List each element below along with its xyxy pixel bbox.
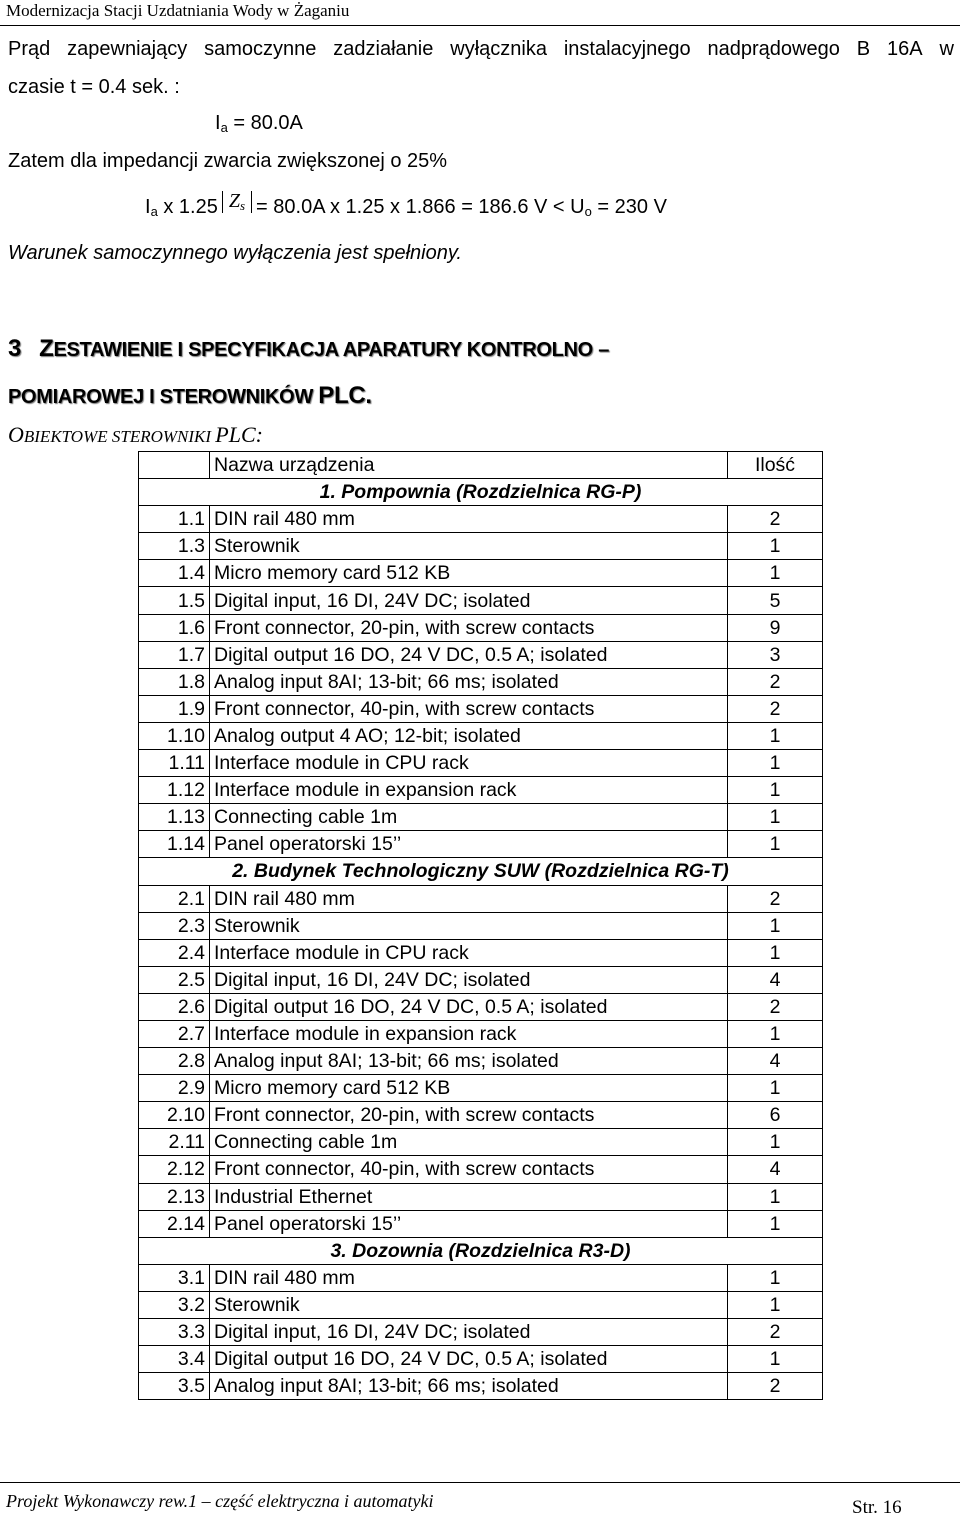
paragraph-word: 16A <box>886 38 923 60</box>
table-row <box>139 560 823 587</box>
item-quantity: 1 <box>728 722 823 749</box>
table-group-row <box>139 858 823 885</box>
item-quantity: 1 <box>728 750 823 777</box>
table-row <box>139 641 823 668</box>
item-quantity: 2 <box>728 993 823 1020</box>
table-row <box>139 614 823 641</box>
item-quantity: 2 <box>728 885 823 912</box>
item-number: 1.12 <box>139 777 210 804</box>
subsection-heading <box>8 422 263 448</box>
item-name: Digital output 16 DO, 24 V DC, 0.5 A; isolated <box>210 993 728 1020</box>
item-quantity: 1 <box>728 533 823 560</box>
table-group-row <box>139 1237 823 1264</box>
item-name: Front connector, 40-pin, with screw contacts <box>210 695 728 722</box>
table-header-row <box>139 452 823 479</box>
item-name: Front connector, 20-pin, with screw contacts <box>210 1102 728 1129</box>
eq2-z-subscript: s <box>239 198 246 213</box>
item-name: Digital input, 16 DI, 24V DC; isolated <box>210 587 728 614</box>
item-name: Sterownik <box>210 533 728 560</box>
item-number: 2.10 <box>139 1102 210 1129</box>
section-number: 3 <box>8 335 22 362</box>
item-name: Panel operatorski 15’’ <box>210 1210 728 1237</box>
table-row <box>139 1156 823 1183</box>
item-number: 3.2 <box>139 1291 210 1318</box>
paragraph-word: zapewniający <box>67 38 188 60</box>
item-name: Connecting cable 1m <box>210 804 728 831</box>
table-row <box>139 993 823 1020</box>
item-quantity: 1 <box>728 560 823 587</box>
paragraph-word: samoczynne <box>204 38 317 60</box>
item-quantity: 6 <box>728 1102 823 1129</box>
item-number: 3.5 <box>139 1373 210 1400</box>
header-qty-cell: Ilość <box>728 452 823 479</box>
section-line1: ESTAWIENIE I SPECYFIKACJA APARATURY KONTROLNO – <box>53 339 610 361</box>
footer-page-number: Str. 16 <box>852 1497 902 1518</box>
item-quantity: 1 <box>728 777 823 804</box>
item-number: 2.13 <box>139 1183 210 1210</box>
item-quantity: 2 <box>728 506 823 533</box>
item-quantity: 1 <box>728 939 823 966</box>
item-quantity: 1 <box>728 1183 823 1210</box>
item-quantity: 2 <box>728 695 823 722</box>
item-number: 2.12 <box>139 1156 210 1183</box>
item-name: Interface module in expansion rack <box>210 777 728 804</box>
table-row <box>139 1291 823 1318</box>
section-cap: Z <box>39 335 54 362</box>
item-quantity: 1 <box>728 804 823 831</box>
item-number: 2.11 <box>139 1129 210 1156</box>
item-quantity: 1 <box>728 1020 823 1047</box>
item-name: Connecting cable 1m <box>210 1129 728 1156</box>
item-quantity: 1 <box>728 1129 823 1156</box>
item-name: Micro memory card 512 KB <box>210 560 728 587</box>
eq2-limit: = 230 V <box>591 196 667 218</box>
paragraph-impedance: Zatem dla impedancji zwarcia zwiększonej o 25% <box>8 150 448 172</box>
table-row <box>139 1048 823 1075</box>
item-quantity: 4 <box>728 1156 823 1183</box>
paragraph-time: czasie t = 0.4 sek. : <box>8 76 180 98</box>
item-quantity: 4 <box>728 966 823 993</box>
page-footer <box>0 1482 960 1518</box>
item-number: 3.4 <box>139 1346 210 1373</box>
table-row <box>139 1129 823 1156</box>
item-name: Front connector, 40-pin, with screw contacts <box>210 1156 728 1183</box>
item-number: 1.1 <box>139 506 210 533</box>
item-number: 1.14 <box>139 831 210 858</box>
paragraph-word: instalacyjnego <box>563 38 691 60</box>
group-title: 3. Dozownia (Rozdzielnica R3-D) <box>139 1237 823 1264</box>
table-row <box>139 966 823 993</box>
equipment-table <box>138 451 823 1400</box>
item-number: 2.7 <box>139 1020 210 1047</box>
item-name: Panel operatorski 15’’ <box>210 831 728 858</box>
section-heading <box>8 326 609 420</box>
subsection-rest: BIEKTOWE STEROWNIKI <box>23 427 216 446</box>
item-quantity: 1 <box>728 1264 823 1291</box>
table-row <box>139 1102 823 1129</box>
header-title: Modernizacja Stacji Uzdatniania Wody w Żaganiu <box>6 1 350 20</box>
item-quantity: 1 <box>728 831 823 858</box>
item-name: Sterownik <box>210 912 728 939</box>
item-number: 1.7 <box>139 641 210 668</box>
item-number: 2.1 <box>139 885 210 912</box>
item-name: Industrial Ethernet <box>210 1183 728 1210</box>
item-number: 1.3 <box>139 533 210 560</box>
eq1-symbol: I <box>215 112 221 134</box>
table-row <box>139 1319 823 1346</box>
equation-ia <box>215 112 303 135</box>
item-number: 1.8 <box>139 668 210 695</box>
table-row <box>139 1264 823 1291</box>
item-number: 1.4 <box>139 560 210 587</box>
paragraph-word: w <box>939 38 954 60</box>
paragraph-word: zadziałanie <box>333 38 434 60</box>
item-name: DIN rail 480 mm <box>210 1264 728 1291</box>
item-name: DIN rail 480 mm <box>210 506 728 533</box>
table-row <box>139 885 823 912</box>
table-row <box>139 1075 823 1102</box>
item-number: 1.11 <box>139 750 210 777</box>
subsection-cap1: O <box>8 422 24 447</box>
eq2-impedance <box>222 191 252 213</box>
eq2-u-subscript: o <box>584 204 592 219</box>
item-quantity: 1 <box>728 912 823 939</box>
equation-check <box>145 190 667 219</box>
item-name: Front connector, 20-pin, with screw contacts <box>210 614 728 641</box>
item-name: Analog input 8AI; 13-bit; 66 ms; isolated <box>210 1373 728 1400</box>
paragraph-word: B <box>856 38 871 60</box>
item-quantity: 5 <box>728 587 823 614</box>
item-name: Analog output 4 AO; 12-bit; isolated <box>210 722 728 749</box>
section-line2-cap: PLC. <box>318 382 372 409</box>
item-name: Analog input 8AI; 13-bit; 66 ms; isolated <box>210 668 728 695</box>
footer-project: Projekt Wykonawczy rew.1 – część elektryczna i automatyki <box>6 1491 434 1511</box>
item-quantity: 1 <box>728 1291 823 1318</box>
eq2-symbol: I <box>145 196 151 218</box>
item-quantity: 1 <box>728 1075 823 1102</box>
item-quantity: 2 <box>728 1373 823 1400</box>
table-row <box>139 777 823 804</box>
group-title: 1. Pompownia (Rozdzielnica RG-P) <box>139 479 823 506</box>
item-name: Micro memory card 512 KB <box>210 1075 728 1102</box>
item-quantity: 1 <box>728 1346 823 1373</box>
item-number: 2.3 <box>139 912 210 939</box>
item-number: 2.4 <box>139 939 210 966</box>
paragraph-word: Prąd <box>8 38 51 60</box>
item-quantity: 2 <box>728 1319 823 1346</box>
item-quantity: 1 <box>728 1210 823 1237</box>
eq1-value: = 80.0A <box>227 112 303 134</box>
table-row <box>139 1346 823 1373</box>
eq2-factor: x 1.25 <box>157 196 218 218</box>
header-lp-cell <box>139 452 210 479</box>
table-row <box>139 831 823 858</box>
item-name: Digital input, 16 DI, 24V DC; isolated <box>210 966 728 993</box>
table-row <box>139 1373 823 1400</box>
table-row <box>139 587 823 614</box>
item-number: 2.9 <box>139 1075 210 1102</box>
item-number: 1.13 <box>139 804 210 831</box>
item-number: 3.3 <box>139 1319 210 1346</box>
item-number: 1.10 <box>139 722 210 749</box>
table-row <box>139 533 823 560</box>
item-number: 1.9 <box>139 695 210 722</box>
paragraph-conclusion: Warunek samoczynnego wyłączenia jest spełniony. <box>8 242 462 264</box>
item-number: 2.8 <box>139 1048 210 1075</box>
table-row <box>139 668 823 695</box>
section-line2: POMIAROWEJ I STEROWNIKÓW <box>8 386 319 408</box>
eq2-result: = 80.0A x 1.25 x 1.866 = 186.6 V < U <box>256 196 585 218</box>
item-quantity: 3 <box>728 641 823 668</box>
eq2-z: Z <box>228 190 240 212</box>
table-row <box>139 939 823 966</box>
table-row <box>139 750 823 777</box>
item-name: Digital output 16 DO, 24 V DC, 0.5 A; isolated <box>210 1346 728 1373</box>
table-row <box>139 1183 823 1210</box>
table-row <box>139 722 823 749</box>
item-quantity: 4 <box>728 1048 823 1075</box>
group-title: 2. Budynek Technologiczny SUW (Rozdzielnica RG-T) <box>139 858 823 885</box>
paragraph-word: wyłącznika <box>450 38 547 60</box>
item-number: 3.1 <box>139 1264 210 1291</box>
table-row <box>139 912 823 939</box>
table-row <box>139 695 823 722</box>
item-name: Interface module in expansion rack <box>210 1020 728 1047</box>
eq1-subscript: a <box>220 120 228 135</box>
item-name: DIN rail 480 mm <box>210 885 728 912</box>
item-number: 2.14 <box>139 1210 210 1237</box>
header-name-cell: Nazwa urządzenia <box>210 452 728 479</box>
item-name: Analog input 8AI; 13-bit; 66 ms; isolated <box>210 1048 728 1075</box>
page-header <box>0 0 960 26</box>
paragraph-current <box>8 38 954 61</box>
item-name: Digital output 16 DO, 24 V DC, 0.5 A; isolated <box>210 641 728 668</box>
item-number: 1.6 <box>139 614 210 641</box>
item-name: Interface module in CPU rack <box>210 750 728 777</box>
item-name: Sterownik <box>210 1291 728 1318</box>
item-number: 2.5 <box>139 966 210 993</box>
item-quantity: 9 <box>728 614 823 641</box>
item-number: 2.6 <box>139 993 210 1020</box>
subsection-cap2: PLC: <box>215 422 263 447</box>
eq2-subscript: a <box>150 204 158 219</box>
paragraph-word: nadprądowego <box>707 38 840 60</box>
table-row <box>139 506 823 533</box>
table-row <box>139 1020 823 1047</box>
item-name: Digital input, 16 DI, 24V DC; isolated <box>210 1319 728 1346</box>
item-name: Interface module in CPU rack <box>210 939 728 966</box>
paragraph-current-words <box>8 38 954 61</box>
table-row <box>139 804 823 831</box>
item-number: 1.5 <box>139 587 210 614</box>
table-group-row <box>139 479 823 506</box>
table-row <box>139 1210 823 1237</box>
item-quantity: 2 <box>728 668 823 695</box>
